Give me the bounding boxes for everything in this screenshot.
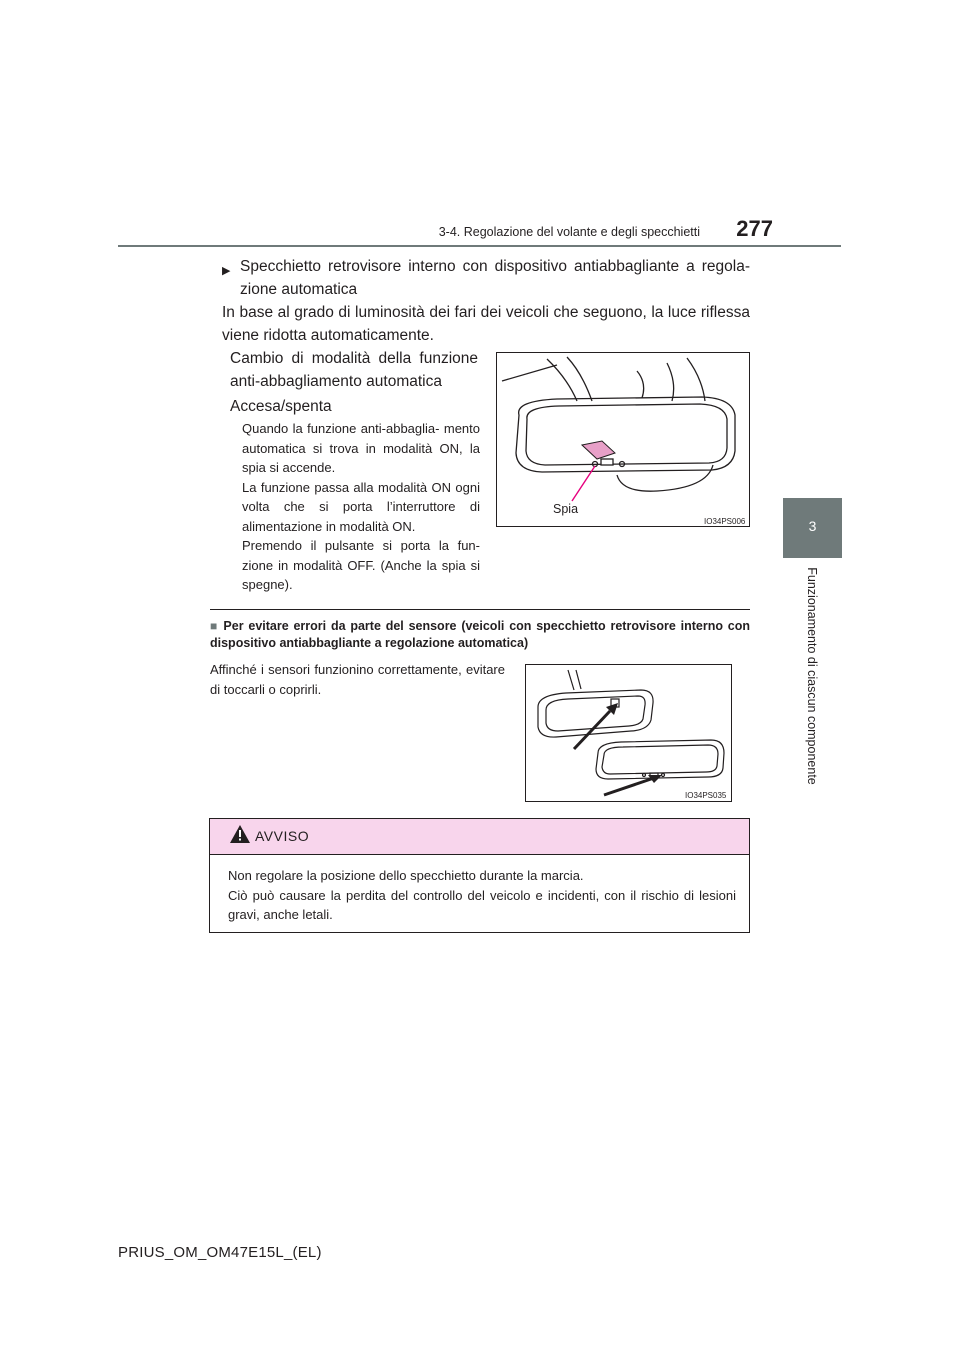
bullet-heading-text: Specchietto retrovisore interno con dispositivo antiabbagliante a regola- zione automatica: [240, 258, 750, 298]
page-number: 277: [736, 216, 773, 241]
sensor-illustration: [526, 665, 731, 801]
figure-code: IO34PS006: [704, 517, 746, 526]
document-code: PRIUS_OM_OM47E15L_(EL): [118, 1244, 322, 1261]
chapter-title: Funzionamento di ciascun componente: [805, 567, 819, 785]
mode-body-line-3: Premendo il pulsante si porta la fun- zione in modalità OFF. (Anche la spia si spegne).: [242, 538, 480, 592]
warning-triangle-icon: [230, 825, 250, 843]
warning-body: [228, 866, 736, 925]
section-title: 3-4. Regolazione del volante e degli specchietti: [438, 225, 700, 239]
mode-title: Cambio di modalità della funzione anti-abbagliamento automatica: [230, 350, 478, 390]
description-paragraph: In base al grado di luminosità dei fari dei veicoli che seguono, la luce riflessa viene ridotta automaticamente.: [222, 304, 750, 344]
mode-body: [242, 419, 480, 595]
warning-line-1: Non regolare la posizione dello specchietto durante la marcia.: [228, 868, 584, 883]
figure-code-2: IO34PS035: [685, 791, 727, 800]
chapter-tab: [783, 498, 842, 558]
chapter-number: 3: [808, 518, 817, 534]
mirror-sensor-figure: [525, 664, 732, 802]
sensor-heading-text: Per evitare errori da parte del sensore (veicoli con specchietto retrovisore interno con dispositivo antiabbagliante a regolazione automatica): [210, 619, 750, 650]
warning-header: [210, 819, 749, 855]
mode-subtitle: Accesa/spenta: [230, 398, 332, 415]
section-divider: [210, 609, 750, 610]
mirror-indicator-figure: [496, 352, 750, 527]
warning-title: AVVISO: [255, 828, 310, 844]
header-rule: [118, 245, 841, 247]
warning-line-2: Ciò può causare la perdita del controllo del veicolo e incidenti, con il rischio di lesioni gravi, anche letali.: [228, 887, 736, 922]
mirror-illustration: [497, 353, 749, 526]
sensor-heading: [210, 618, 750, 652]
indicator-label: Spia: [553, 502, 579, 516]
triangle-bullet-icon: ▶: [222, 265, 231, 277]
mode-body-line-1: Quando la funzione anti-abbaglia- mento automatica si trova in modalità ON, la spia si accende.: [242, 421, 480, 475]
warning-box: [209, 818, 750, 933]
mode-body-line-2: La funzione passa alla modalità ON ogni volta che si porta l’interruttore di alimentazione in modalità ON.: [242, 479, 480, 534]
square-bullet-icon: ■: [210, 619, 219, 633]
sensor-body: Affinché i sensori funzionino correttamente, evitare di toccarli o coprirli.: [210, 662, 505, 697]
